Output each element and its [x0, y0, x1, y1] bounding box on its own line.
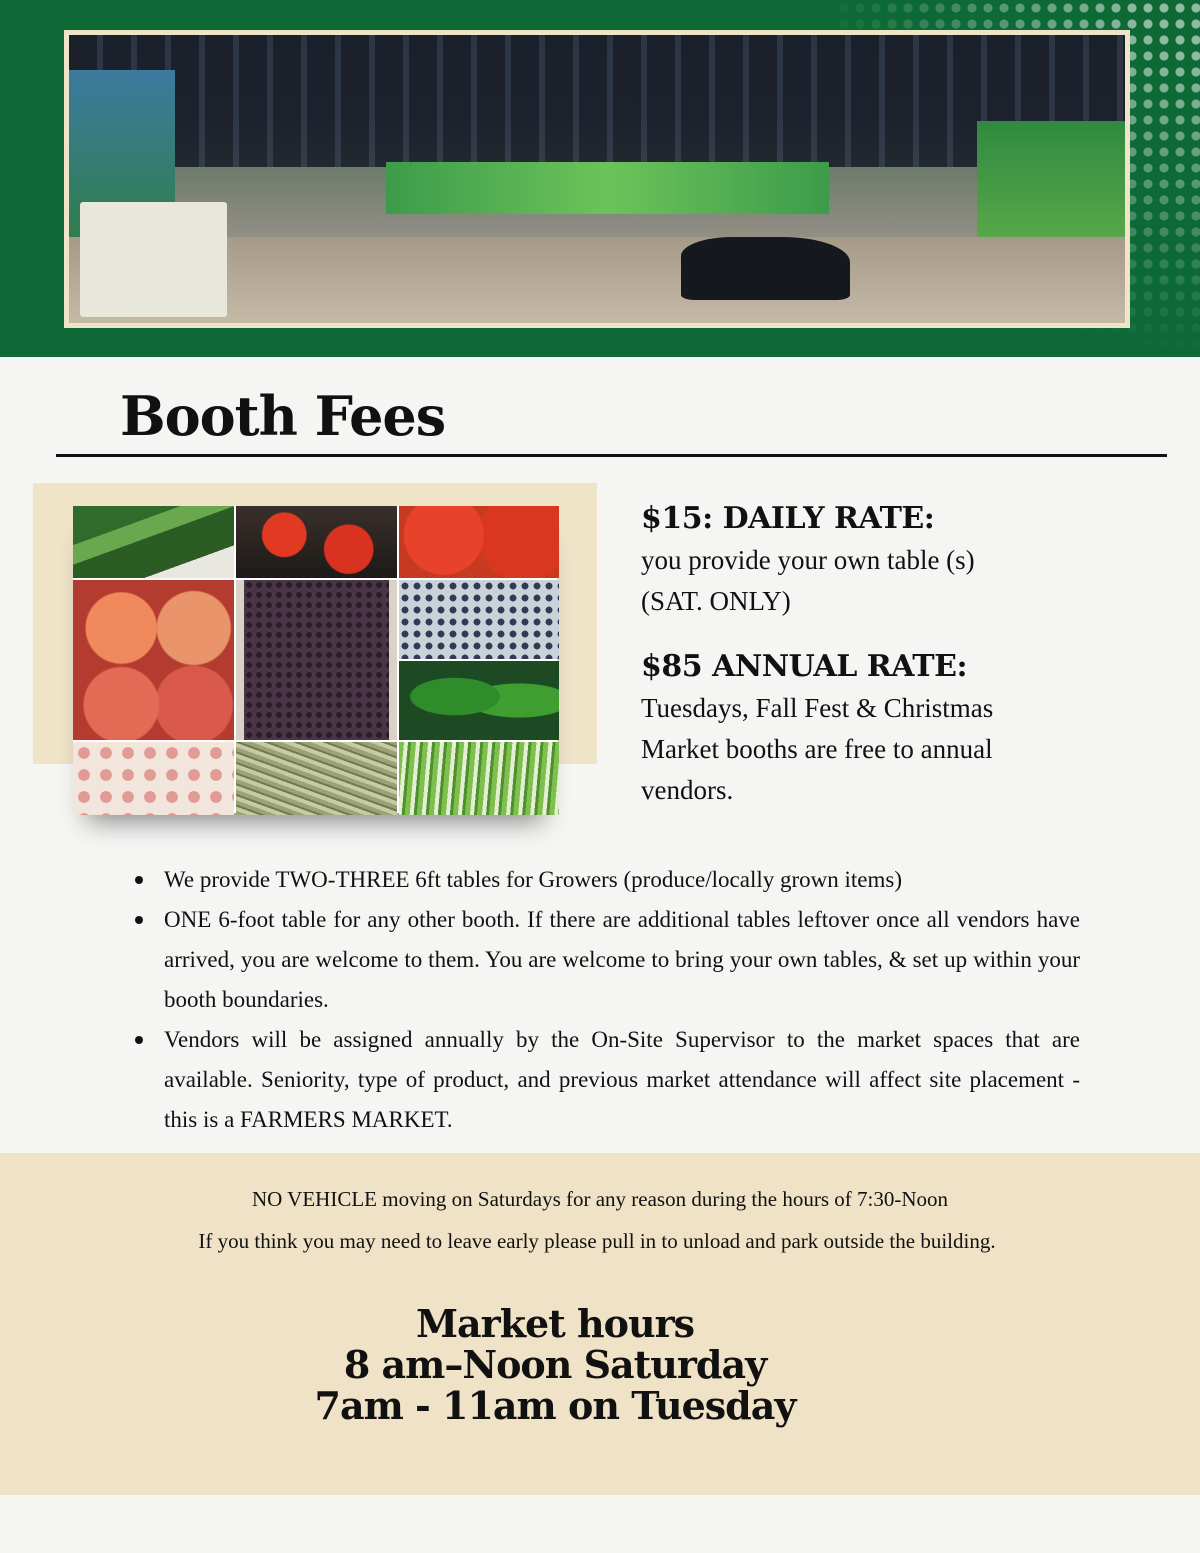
early-leave-notice: If you think you may need to leave early please pull in to unload and park outside the building. [198, 1229, 996, 1253]
daily-rate-heading: $15: DAILY RATE: [641, 501, 935, 536]
header-band [0, 0, 1200, 357]
annual-rate-heading: $85 ANNUAL RATE: [641, 649, 968, 684]
pavilion-floor [69, 237, 1125, 323]
hero-photo-frame [64, 30, 1130, 328]
cherry-tomato-photo [236, 506, 397, 578]
notice-band [0, 1153, 1200, 1495]
zucchini-photo [73, 506, 234, 578]
list-item: Vendors will be assigned annually by the On-Site Supervisor to the market spaces that are available. Seniority, type of product, and previous market attendance will affect site placement - this is a FARMERS MARKET. [130, 1020, 1080, 1140]
market-pavilion-photo [69, 35, 1125, 323]
potato-photo [73, 742, 234, 815]
list-item: We provide TWO-THREE 6ft tables for Growers (produce/locally grown items) [130, 860, 1080, 900]
rates-section [641, 500, 1061, 811]
page-title: Booth Fees [120, 384, 446, 448]
booth-rules-list [130, 860, 1080, 1140]
pavilion-right-wall [977, 121, 1125, 242]
blackberry-photo [236, 580, 397, 740]
green-onion-photo [399, 742, 559, 815]
blueberry-photo [399, 580, 559, 659]
produce-collage [73, 506, 557, 813]
tomato-photo [399, 506, 559, 578]
daily-rate-line-1: you provide your own table (s) [641, 545, 975, 575]
trailer [80, 202, 228, 317]
tuesday-hours: 7am - 11am on Tuesday [314, 1383, 796, 1428]
parked-car [681, 237, 850, 300]
peach-photo [73, 580, 234, 740]
pavilion-roof [69, 35, 1125, 167]
title-divider [56, 454, 1167, 457]
market-hours [0, 1303, 1110, 1426]
annual-rate-text: Tuesdays, Fall Fest & Christmas Market booths are free to annual vendors. [641, 693, 994, 805]
market-hours-heading: Market hours [415, 1301, 694, 1346]
daily-rate-line-2: (SAT. ONLY) [641, 586, 791, 616]
vehicle-notice: NO VEHICLE moving on Saturdays for any reason during the hours of 7:30-Noon [251, 1187, 948, 1211]
saturday-hours: 8 am–Noon Saturday [343, 1342, 767, 1387]
green-bean-photo [236, 742, 397, 815]
pavilion-back-wall [386, 162, 830, 214]
pepper-photo [399, 661, 559, 740]
list-item: ONE 6-foot table for any other booth. If there are additional tables leftover once all vendors have arrived, you are welcome to them. You are welcome to bring your own tables, & set up within your booth boundaries. [130, 900, 1080, 1020]
